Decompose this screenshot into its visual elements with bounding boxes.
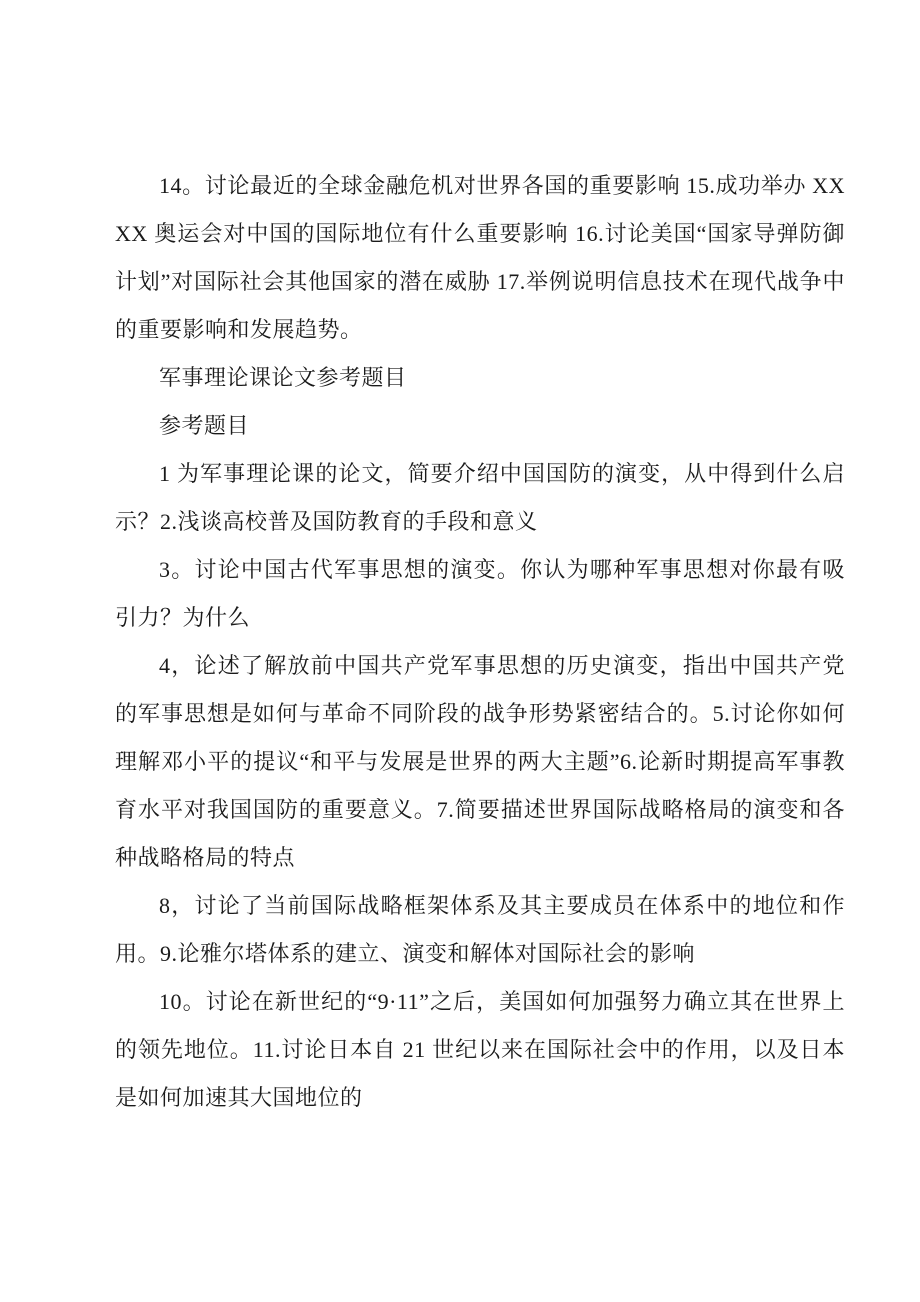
reference-topics-subtitle: 参考题目 (159, 413, 250, 438)
topics-4-7-paragraph: 4，论述了解放前中国共产党军事思想的历史演变，指出中国共产党的军事思想是如何与革命不同阶段的战争形势紧密结合的。5.讨论你如何理解邓小平的提议“和平与发展是世界的两大主题”6.论新时期提高军事教育水平对我国国防的重要意义。7.简要描述世界国际战略格局的演变和各种战略格局的特点 (115, 653, 845, 870)
topics-14-17-paragraph: 14。讨论最近的全球金融危机对世界各国的重要影响 15.成功举办 XXXX 奥运会对中国的国际地位有什么重要影响 16.讨论美国“国家导弹防御计划”对国际社会其他国家的潜在威胁 17.举例说明信息技术在现代战争中的重要影响和发展趋势。 (115, 173, 845, 342)
document-title: 军事理论课论文参考题目 (159, 365, 407, 390)
topics-8-9-paragraph: 8，讨论了当前国际战略框架体系及其主要成员在体系中的地位和作用。9.论雅尔塔体系的建立、演变和解体对国际社会的影响 (115, 893, 845, 966)
topic-3-paragraph: 3。讨论中国古代军事思想的演变。你认为哪种军事思想对你最有吸引力？为什么 (115, 557, 845, 630)
topics-1-2-paragraph: 1 为军事理论课的论文，简要介绍中国国防的演变，从中得到什么启示？2.浅谈高校普及国防教育的手段和意义 (115, 461, 845, 534)
topics-10-11-paragraph: 10。讨论在新世纪的“9·11”之后，美国如何加强努力确立其在世界上的领先地位。11.讨论日本自 21 世纪以来在国际社会中的作用，以及日本是如何加速其大国地位的 (115, 989, 845, 1110)
document-text-block (115, 162, 845, 1122)
